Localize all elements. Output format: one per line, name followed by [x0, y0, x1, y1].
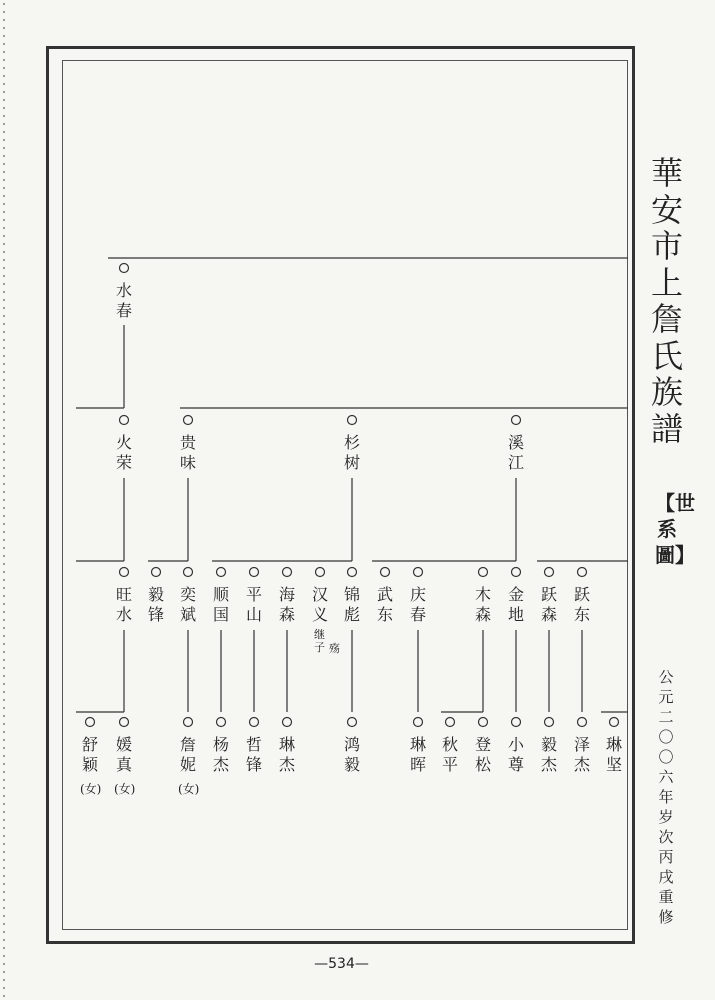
person-gen3-musen: 木森 [474, 585, 491, 624]
gender-mark: (女) [178, 782, 200, 796]
person-gen4-linjie: 琳杰 [278, 735, 295, 774]
person-gen4-zejie: 泽杰 [573, 735, 590, 774]
book-title: 華安市上詹氏族譜 [650, 154, 683, 448]
note-died-young: 殇 [329, 642, 340, 655]
person-gen2-shanshu: 杉树 [343, 433, 360, 472]
revision-date: 公元二〇〇六年岁次丙戌重修 [658, 668, 674, 926]
note-adopted-son: 继子 [314, 628, 325, 654]
person-gen4-linjian: 琳坚 [605, 735, 622, 774]
person-gen3-yibin: 奕斌 [179, 585, 196, 624]
person-gen3-yuesen: 跃森 [540, 585, 557, 624]
person-gen3-yifeng: 毅锋 [147, 585, 164, 624]
person-gen4-yuanzhen: 媛真 [115, 735, 132, 774]
person-gen4-yangjie: 杨杰 [212, 735, 229, 774]
person-gen3-yuedong: 跃东 [573, 585, 590, 624]
person-gen3-wudong: 武东 [376, 585, 393, 624]
person-gen3-pingshan: 平山 [245, 585, 262, 624]
person-gen3-wangshui: 旺水 [115, 585, 132, 624]
gender-mark: (女) [114, 782, 136, 796]
person-gen3-haisen: 海森 [278, 585, 295, 624]
person-gen4-yijie: 毅杰 [540, 735, 557, 774]
person-gen4-dengsong: 登松 [474, 735, 491, 774]
person-gen2-guiwei: 贵味 [179, 433, 196, 472]
person-gen4-zhanni: 詹妮 [179, 735, 196, 774]
page-number: —534— [314, 956, 369, 972]
person-gen3-jindi: 金地 [507, 585, 524, 624]
person-gen3-jinbiao: 锦彪 [343, 585, 360, 624]
person-gen4-xiaozun: 小尊 [507, 735, 524, 774]
gender-mark: (女) [80, 782, 102, 796]
person-gen3-shunguo: 顺国 [212, 585, 229, 624]
person-gen4-zhefeng: 哲锋 [245, 735, 262, 774]
person-gen4-qiuping: 秋平 [441, 735, 458, 774]
person-gen4-linhui: 琳晖 [409, 735, 426, 774]
person-gen2-huorong: 火荣 [115, 433, 132, 472]
person-gen4-shuying: 舒颖 [81, 735, 98, 774]
person-gen1-shuichun: 水春 [115, 281, 132, 320]
person-gen3-qingchun: 庆春 [409, 585, 426, 624]
person-gen2-xijiang: 溪江 [507, 433, 524, 472]
section-label: 【世系圖】 [655, 491, 695, 567]
person-gen4-hongyi: 鸿毅 [343, 735, 360, 774]
person-gen3-hanyi: 汉义 [311, 585, 328, 624]
